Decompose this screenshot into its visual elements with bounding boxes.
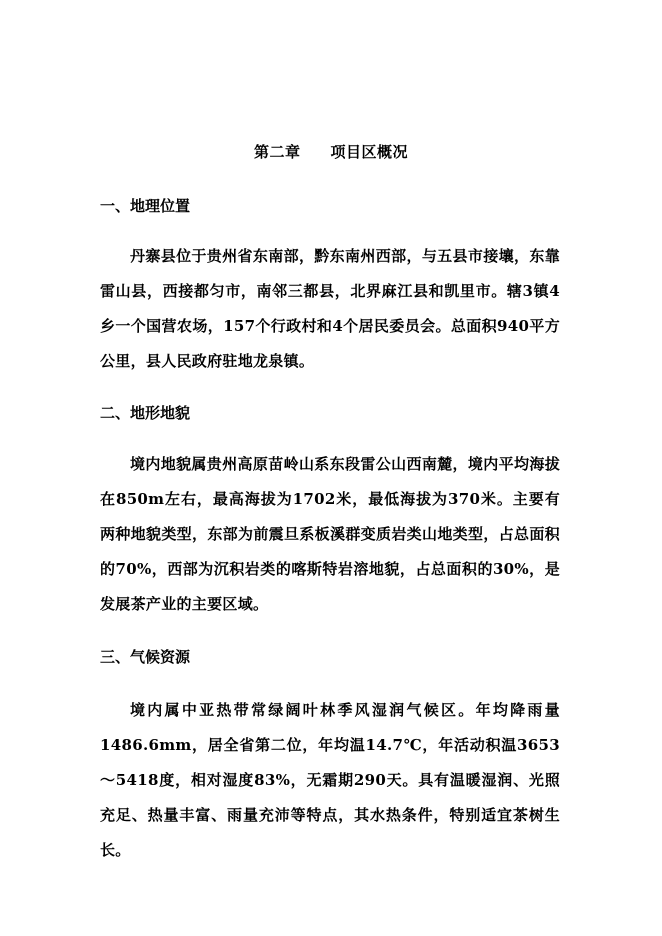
chapter-title [0,141,662,163]
chapter-name: 项目区概况 [330,143,409,161]
section-body-terrain: 境内地貌属贵州高原苗岭山系东段雷公山西南麓，境内平均海拔在850m左右，最高海拔为1702米，最低海拔为370米。主要有两种地貌类型，东部为前震旦系板溪群变质岩类山地类型，占总面积的70%，西部为沉积岩类的喀斯特岩溶地貌，占总面积的30%，是发展茶产业的主要区域。 [100,455,560,613]
section-heading-climate: 三、气候资源 [100,648,191,666]
section-body-climate: 境内属中亚热带常绿阔叶林季风湿润气候区。年均降雨量1486.6mm，居全省第二位，年均温14.7℃，年活动积温3653～5418度，相对湿度83%，无霜期290天。具有温暖湿润、光照充足、热量丰富、雨量充沛等特点，其水热条件，特别适宜茶树生长。 [100,701,560,859]
section-body-location: 丹寨县位于贵州省东南部，黔东南州西部，与五县市接壤，东靠雷山县，西接都匀市，南邻三都县，北界麻江县和凯里市。辖3镇4乡一个国营农场，157个行政村和4个居民委员会。总面积940平方公里，县人民政府驻地龙泉镇。 [100,247,560,370]
chapter-number: 第二章 [253,143,301,161]
section-heading-terrain: 二、地形地貌 [100,404,191,422]
section-heading-location: 一、地理位置 [100,197,191,215]
